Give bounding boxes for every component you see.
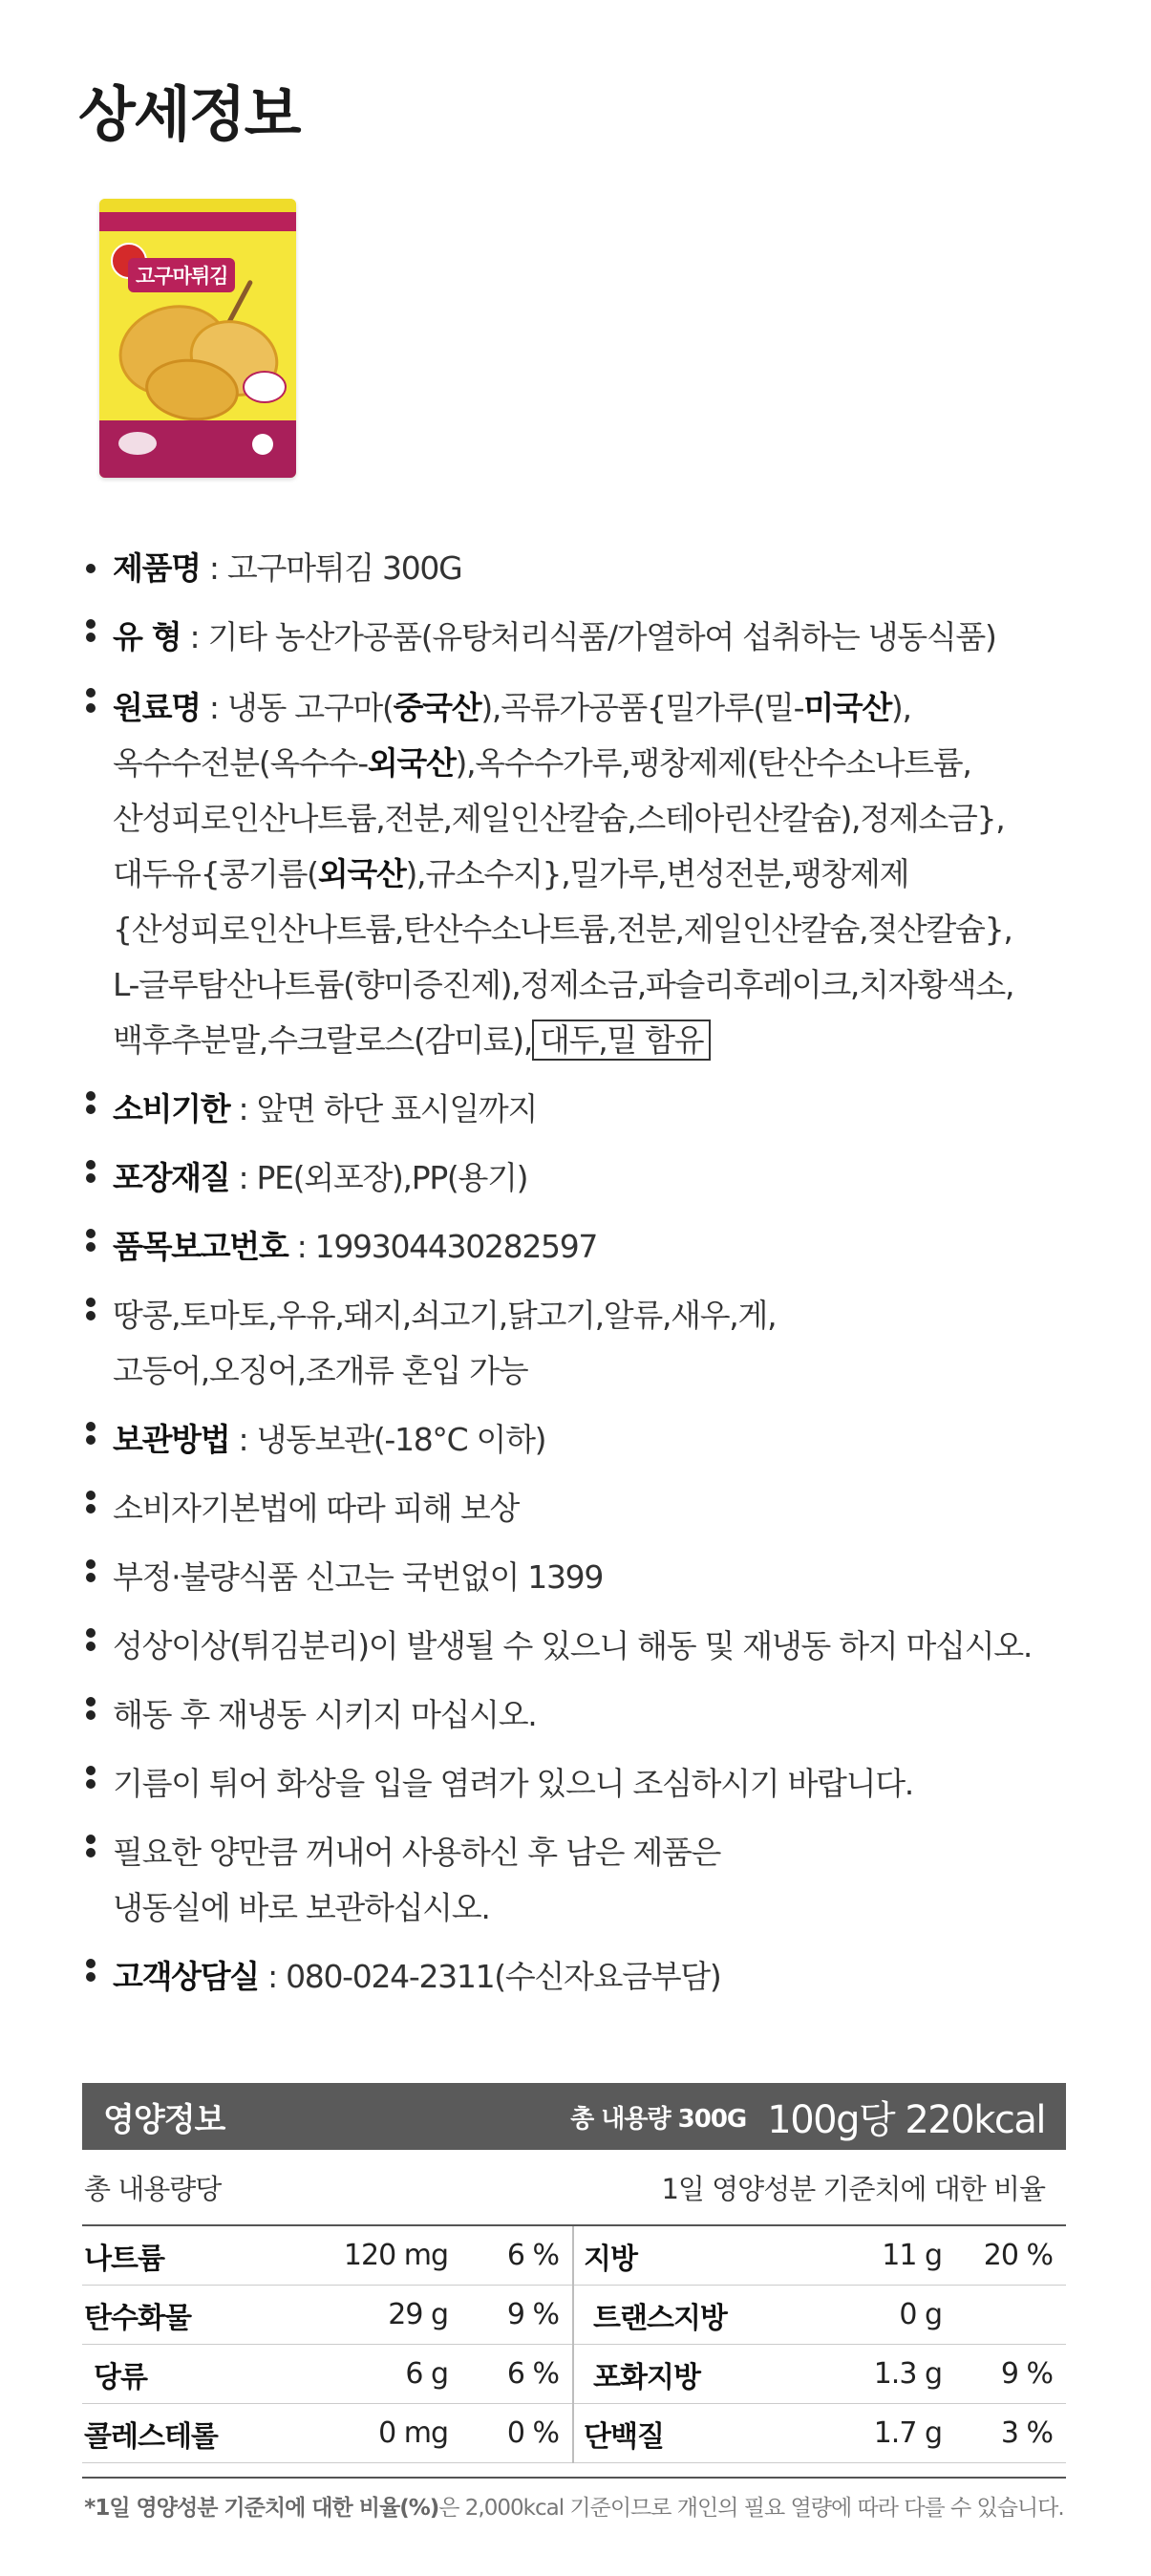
nutrient-row: 트랜스지방 0 g xyxy=(574,2286,1066,2345)
info-item-notice: 부정·불량식품 신고는 국번없이 1399 xyxy=(84,1550,1125,1605)
nutrition-table xyxy=(82,2083,1066,2522)
spacer xyxy=(84,1605,1125,1619)
serving-dish-graphic xyxy=(118,432,157,455)
package-top-strip xyxy=(99,199,296,212)
nutrient-row: 당류 6 g 6 % xyxy=(82,2345,572,2404)
spacer xyxy=(84,1743,1125,1756)
spacer xyxy=(84,1275,1125,1288)
product-package-image xyxy=(99,199,296,478)
nutrient-row: 포화지방 1.3 g 9 % xyxy=(574,2345,1066,2404)
info-item-report-number: 품목보고번호 : 199304430282597 xyxy=(84,1219,1125,1275)
nutrient-row: 나트륨 120 mg 6 % xyxy=(82,2226,572,2286)
nutrition-header xyxy=(82,2083,1066,2150)
nutrition-footnote: *1일 영양성분 기준치에 대한 비율(%)은 2,000kcal 기준이므로 개인의 필요 열량에 따라 다를 수 있습니다. xyxy=(82,2477,1066,2522)
nutrition-subheader: 총 내용량당 1일 영양성분 기준치에 대한 비율 xyxy=(82,2150,1066,2226)
info-item-type: 유 형 : 기타 농산가공품(유탕처리식품/가열하여 섭취하는 냉동식품) xyxy=(84,610,1125,665)
info-item-notice: 해동 후 재냉동 시키지 마십시오. xyxy=(84,1687,1125,1743)
spacer xyxy=(84,1936,1125,1949)
info-item-allergy: 땅콩,토마토,우유,돼지,쇠고기,닭고기,알류,새우,게, 고등어,오징어,조개류 혼입 가능 xyxy=(84,1288,1125,1399)
page-title: 상세정보 xyxy=(78,79,300,149)
spacer xyxy=(84,1206,1125,1219)
info-item-notice: 성상이상(튀김분리)이 발생될 수 있으니 해동 및 재냉동 하지 마십시오. xyxy=(84,1619,1125,1674)
spacer xyxy=(84,665,1125,680)
info-item-customer-service: 고객상담실 : 080-024-2311(수신자요금부담) xyxy=(84,1949,1125,2005)
nutrient-row: 탄수화물 29 g 9 % xyxy=(82,2286,572,2345)
nutrient-row: 콜레스테롤 0 mg 0 % xyxy=(82,2404,572,2463)
spacer xyxy=(84,1812,1125,1825)
info-item-notice: 소비자기본법에 따라 피해 보상 xyxy=(84,1481,1125,1536)
nutrient-row: 단백질 1.7 g 3 % xyxy=(574,2404,1066,2463)
spacer xyxy=(84,1468,1125,1481)
nutrition-title: 영양정보 xyxy=(103,2100,225,2139)
spacer xyxy=(84,1674,1125,1687)
spacer xyxy=(84,1536,1125,1550)
info-item-name: 제품명 : 고구마튀김 300G xyxy=(84,541,1125,596)
info-item-expiry: 소비기한 : 앞면 하단 표시일까지 xyxy=(84,1082,1125,1137)
spacer xyxy=(84,1399,1125,1412)
package-sticker xyxy=(243,371,287,403)
allergen-box: 대두,밀 함유 xyxy=(532,1020,711,1061)
info-item-ingredients: 원료명 : 냉동 고구마(중국산),곡류가공품{밀가루(밀-미국산), 옥수수전분(옥수수-외국산),옥수수가루,팽창제제(탄산수소나트륨, 산성피로인산나트륨,전분,제일인산칼슘,스테아린산칼슘),정제소금}, 대두유{콩기름(외국산),규소수지},밀가루,변성전분,팽창제제 {산성피로인산나트륨,탄산수소나트륨,전분,제일인산칼슘,젖산칼슘}, L-글루탐산나트륨(향미증진제),정제소금,파슬리후레이크,치자황색소, 백후추분말,수크랄로스(감미료), 대두,밀 함유 xyxy=(84,680,1125,1068)
info-item-storage: 보관방법 : 냉동보관(-18°C 이하) xyxy=(84,1412,1125,1468)
info-item-packaging: 포장재질 : PE(외포장),PP(용기) xyxy=(84,1150,1125,1206)
package-badge xyxy=(252,434,273,455)
nutrition-right-column xyxy=(574,2226,1066,2463)
spacer xyxy=(84,596,1125,610)
package-product-name: 고구마튀김 xyxy=(128,258,235,292)
info-item-notice: 필요한 양만큼 꺼내어 사용하신 후 남은 제품은 냉동실에 바로 보관하십시오. xyxy=(84,1825,1125,1936)
nutrition-calories: 100g당 220kcal xyxy=(767,2097,1045,2142)
info-item-notice: 기름이 튀어 화상을 입을 염려가 있으니 조심하시기 바랍니다. xyxy=(84,1756,1125,1812)
nutrition-total: 총 내용량 300G xyxy=(570,2104,747,2134)
nutrition-left-column xyxy=(82,2226,574,2463)
product-info-list xyxy=(84,541,1125,2005)
spacer xyxy=(84,1068,1125,1082)
nutrient-row: 지방 11 g 20 % xyxy=(574,2226,1066,2286)
package-banner xyxy=(99,212,296,231)
spacer xyxy=(84,1137,1125,1150)
